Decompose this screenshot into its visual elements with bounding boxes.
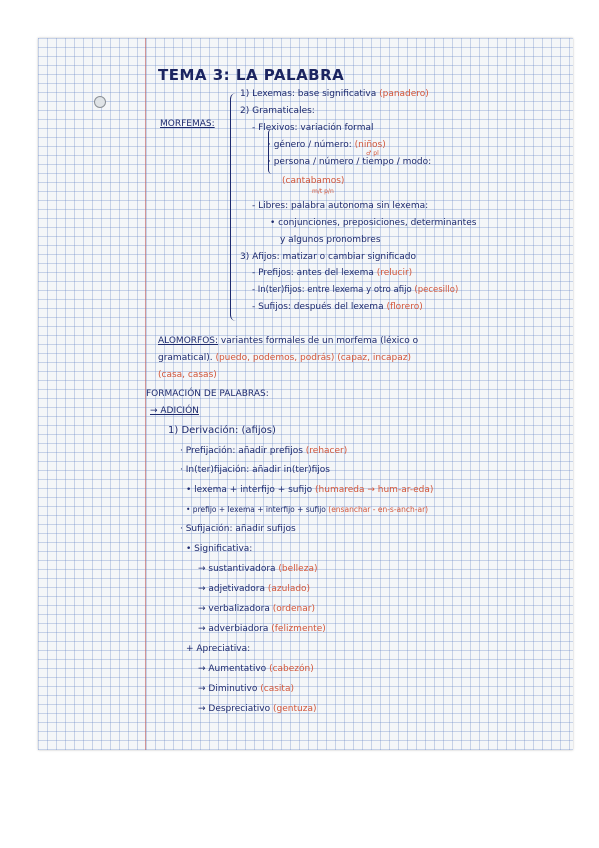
- persona-line: · persona / número / tiempo / modo:: [268, 157, 432, 167]
- genero-example: (niños): [354, 140, 386, 150]
- prefijos-text: - Prefijos: antes del lexema: [252, 268, 374, 278]
- interf-a-line: [186, 485, 433, 496]
- prefijos-line: [252, 268, 412, 279]
- lexemas-example: (panadero): [379, 89, 429, 99]
- alomorfos-examples-2: (casa, casas): [158, 370, 217, 380]
- interf-b-example: (ensanchar - en-s-anch-ar): [328, 505, 429, 514]
- interf-b-line: [186, 504, 428, 515]
- alomorfos-line1: [158, 336, 418, 347]
- sufijacion-line: · Sufijación: añadir sufijos: [180, 524, 296, 534]
- interf-a-example: (humareda → hum-ar-eda): [315, 485, 434, 495]
- morfemas-label: MORFEMAS:: [160, 119, 215, 129]
- apr-item: [198, 664, 314, 675]
- apr-item-text: → Despreciativo: [198, 704, 271, 714]
- sig-item-text: → sustantivadora: [198, 564, 276, 574]
- interfijos-example: (pecesillo): [414, 285, 459, 295]
- sufijos-line: [252, 302, 423, 313]
- sig-item-text: → adjetivadora: [198, 584, 265, 594]
- apreciativa-line: + Apreciativa:: [186, 644, 251, 654]
- prefijos-example: (relucir): [376, 268, 413, 278]
- interf-a-text: • lexema + interfijo + sufijo: [186, 485, 313, 495]
- genero-note: ♂ pl: [366, 150, 379, 157]
- interf-b-text: • prefijo + lexema + interfijo + sufijo: [186, 505, 326, 514]
- sufijos-example: (florero): [386, 302, 423, 312]
- lexemas-text: 1) Lexemas: base significativa: [240, 89, 377, 99]
- apr-item: [198, 704, 316, 715]
- alomorfos-examples-1: (puedo, podemos, podrás) (capaz, incapaz): [215, 353, 412, 363]
- formacion-heading: FORMACIÓN DE PALABRAS:: [146, 389, 269, 399]
- punch-hole: [94, 96, 106, 108]
- sig-item: [198, 604, 315, 615]
- alomorfos-definition: variantes formales de un morfema (léxico o: [220, 336, 419, 346]
- alomorfos-label: ALOMORFOS:: [158, 336, 219, 346]
- apr-item-text: → Diminutivo: [198, 684, 258, 694]
- sig-item: [198, 624, 326, 635]
- lexemas-line: [240, 89, 429, 100]
- apr-item-example: (cabezón): [269, 664, 314, 674]
- flexivos-line: - Flexivos: variación formal: [252, 123, 374, 133]
- interfijacion-line: · In(ter)fijación: añadir in(ter)fijos: [180, 465, 330, 475]
- genero-text: · género / número:: [268, 140, 352, 150]
- page-title: TEMA 3: LA PALABRA: [158, 66, 345, 84]
- interfijos-text: - In(ter)fijos: entre lexema y otro afijo: [252, 285, 412, 295]
- apr-item-text: → Aumentativo: [198, 664, 267, 674]
- adicion-heading: → ADICIÓN: [150, 406, 199, 416]
- sig-item-text: → adverbiadora: [198, 624, 269, 634]
- apr-item: [198, 684, 294, 695]
- conjunciones-line: • conjunciones, preposiciones, determinantes: [270, 218, 477, 228]
- alomorfos-gramatical: gramatical).: [158, 353, 213, 363]
- prefijacion-example: (rehacer): [305, 446, 348, 456]
- pronombres-line: y algunos pronombres: [280, 235, 381, 245]
- significativa-line: • Significativa:: [186, 544, 253, 554]
- persona-note: m/t p/n: [312, 188, 334, 195]
- sig-item-example: (azulado): [267, 584, 311, 594]
- apr-item-example: (gentuza): [273, 704, 317, 714]
- prefijacion-text: · Prefijación: añadir prefijos: [180, 446, 303, 456]
- morfemas-brace: [230, 93, 237, 321]
- sig-item: [198, 584, 310, 595]
- derivacion-line: 1) Derivación: (afijos): [168, 425, 276, 436]
- apr-item-example: (casita): [260, 684, 294, 694]
- sig-item-example: (felizmente): [271, 624, 326, 634]
- sig-item-example: (belleza): [278, 564, 318, 574]
- sig-item-text: → verbalizadora: [198, 604, 270, 614]
- sig-item: [198, 564, 317, 575]
- gramaticales-line: 2) Gramaticales:: [240, 106, 315, 116]
- prefijacion-line: [180, 446, 347, 457]
- afijos-line: 3) Afijos: matizar o cambiar significado: [240, 252, 416, 262]
- libres-line: - Libres: palabra autonoma sin lexema:: [252, 201, 429, 211]
- sig-item-example: (ordenar): [272, 604, 315, 614]
- alomorfos-line2: [158, 353, 411, 364]
- persona-example: (cantabamos): [282, 176, 345, 186]
- sufijos-text: - Sufijos: después del lexema: [252, 302, 384, 312]
- interfijos-line: [252, 285, 458, 296]
